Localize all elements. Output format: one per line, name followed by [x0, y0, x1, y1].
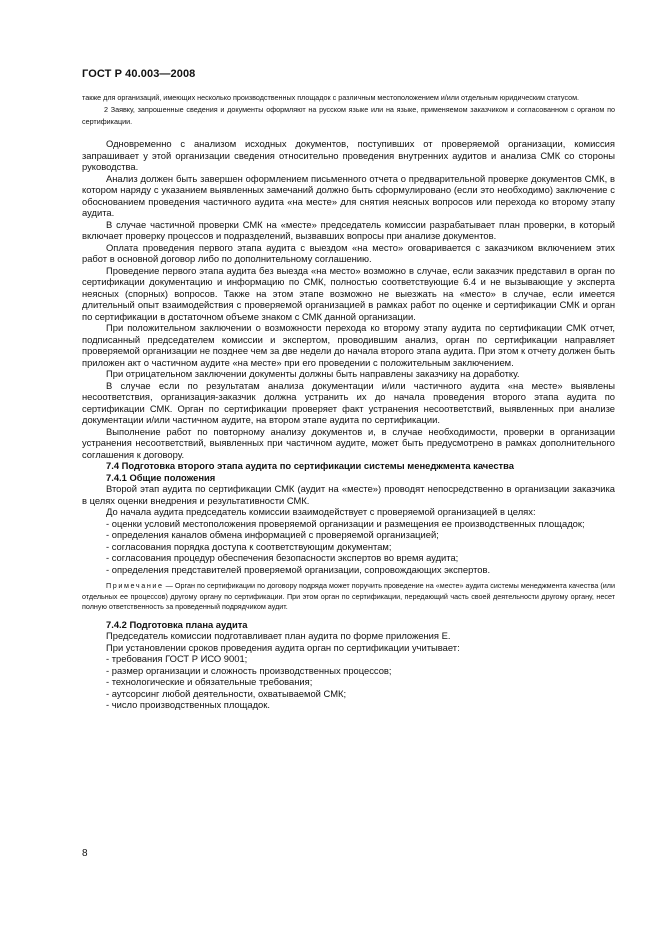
- paragraph: Второй этап аудита по сертификации СМК (аудит на «месте») проводят непосредственно в организации заказчика в целях оценки внедрения и результативности СМК.: [82, 483, 615, 506]
- paragraph: Оплата проведения первого этапа аудита с выездом «на место» оговаривается с заказчиком включением этих работ в основной договор либо по дополнительному соглашению.: [82, 241, 615, 264]
- paragraph: При положительном заключении о возможности перехода ко второму этапу аудита по сертификации СМК отчет, подписанный председателем комиссии и экспертом, проводившим анализ, орган по сертификации направляет проверяемой организации не позднее чем за две недели до начала второго этапа аудита. При этом к отчету должен быть приложен акт о частичном аудите «на месте» при его проведении с положительным заключением.: [82, 322, 615, 368]
- note-2: 2 Заявку, запрошенные сведения и документы оформляют на русском языке или на языке, применяемом заказчиком и согласованном с органом по сертификации.: [82, 105, 615, 126]
- list-item: - технологические и обязательные требования;: [106, 676, 313, 687]
- note-text: — Орган по сертификации по договору подряда может поручить проведение на «месте» аудита системы менеджмента качества (или отдельных ее процессов) другому органу по сертификации. При этом орган по сертификации, передающий часть своей деятельности другому органу, несет полную ответственность за проведенный подрядчиком аудит.: [82, 581, 615, 611]
- body-text: [82, 138, 615, 711]
- paragraph: В случае если по результатам анализа документации и/или частичного аудита «на месте» выявлены несоответствия, организация-заказчик должна устранить их до начала проведения второго этапа аудита по сертификации СМК. Орган по сертификации проверяет факт устранения несоответствий, выявленных при анализе документации и/или частичном аудите, на втором этапе аудита по сертификации.: [82, 379, 615, 425]
- list-item: - размер организации и сложность производственных процессов;: [106, 664, 392, 676]
- paragraph: В случае частичной проверки СМК на «месте» председатель комиссии разрабатывает план проверки, в который включает проверку процессов и подразделений, вызвавших вопросы при анализе документов.: [82, 218, 615, 241]
- paragraph: Анализ должен быть завершен оформлением письменного отчета о предварительной проверке документов СМК, в котором наряду с указанием выявленных замечаний должно быть сформулировано (если это необходимо) заключение с обоснованием проведения частичного аудита «на месте» для снятия неясных вопросов или перехода ко второму этапу аудита.: [82, 172, 615, 218]
- subsection-heading-7-4-2: 7.4.2 Подготовка плана аудита: [106, 618, 248, 630]
- list-item: - требования ГОСТ Р ИСО 9001;: [106, 653, 248, 664]
- document-header: ГОСТ Р 40.003—2008: [82, 68, 196, 80]
- subsection-heading-7-4-1: 7.4.1 Общие положения: [106, 471, 216, 483]
- notes-block: [82, 92, 615, 128]
- list-item: - согласования порядка доступа к соответствующим документам;: [106, 540, 392, 552]
- paragraph: Председатель комиссии подготавливает план аудита по форме приложения Е.: [106, 630, 451, 641]
- note-lead: Примечание: [106, 581, 164, 590]
- list-item: - определения каналов обмена информацией с проверяемой организацией;: [106, 529, 439, 540]
- page-number: 8: [82, 848, 88, 859]
- list-item: - определения представителей проверяемой организации, сопровождающих экспертов.: [106, 563, 491, 575]
- paragraph: Выполнение работ по повторному анализу документов и, в случае необходимости, проверки в организации устранения несоответствий, выявленных при частичном аудите, может быть предусмотрено в рамках дополнительного соглашения к договору.: [82, 425, 615, 460]
- page-content: [82, 92, 615, 711]
- list-item: - оценки условий местоположения проверяемой организации и размещения ее производственных площадок;: [106, 517, 585, 529]
- paragraph: При установлении сроков проведения аудита орган по сертификации учитывает:: [106, 641, 460, 653]
- section-note: [82, 581, 615, 613]
- section-heading-7-4: 7.4 Подготовка второго этапа аудита по сертификации системы менеджмента качества: [106, 460, 515, 471]
- paragraph: При отрицательном заключении документы должны быть направлены заказчику на доработку.: [106, 368, 520, 379]
- list-item: - число производственных площадок.: [106, 699, 270, 710]
- paragraph: Одновременно с анализом исходных документов, поступивших от проверяемой организации, комиссия запрашивает у этой организации сведения относительно проведения внутренних аудитов и анализа СМК со стороны руководства.: [82, 138, 615, 172]
- list-item: - аутсорсинг любой деятельности, охватываемой СМК;: [106, 687, 347, 699]
- paragraph: Проведение первого этапа аудита без выезда «на место» возможно в случае, если заказчик представил в орган по сертификации документацию и информацию по СМК, полностью соответствующие 6.4 и не вызывающие у эксперта неясных (спорных) вопросов. Также на этом этапе возможно не выезжать на «место» в случае, если имеется длительный опыт взаимодействия с проверяемой организацией в рамках работ по оценке и сертификации СМК и орган по сертификации в достаточном объеме знаком с СМК данной организации.: [82, 264, 615, 322]
- list-item: - согласования процедур обеспечения безопасности экспертов во время аудита;: [106, 552, 459, 563]
- note-continuation: также для организаций, имеющих несколько производственных площадок с различным местоположением и/или отдельным юридическим статусом.: [82, 93, 580, 102]
- paragraph: До начала аудита председатель комиссии взаимодействует с проверяемой организацией в целях:: [106, 506, 536, 517]
